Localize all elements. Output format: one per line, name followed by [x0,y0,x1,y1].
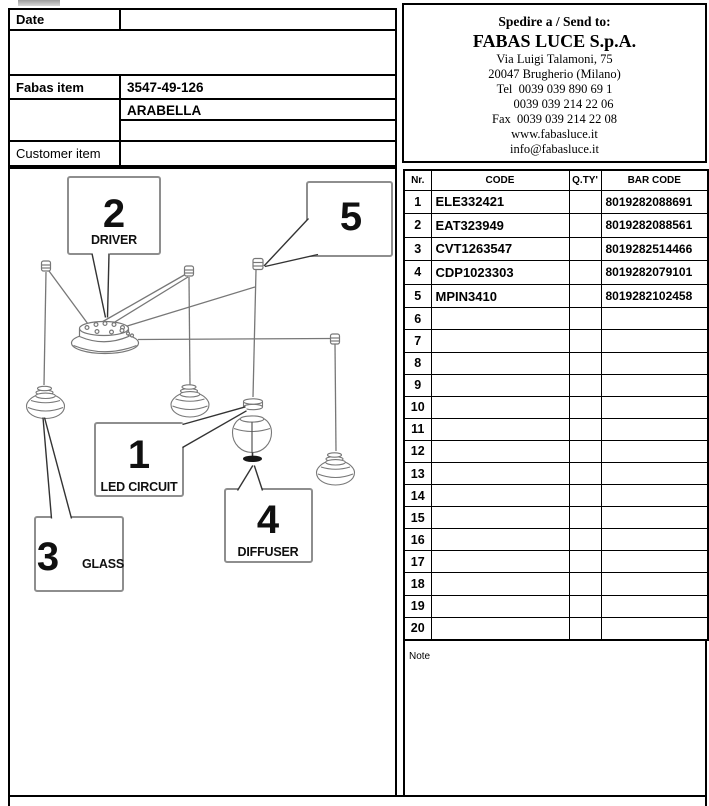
cell-code [431,617,569,640]
cell-code [431,330,569,352]
table-row [404,485,708,507]
callout-driver-label: DRIVER [90,233,138,247]
cell-barcode [601,440,708,462]
phone-line-2: 0039 039 214 22 06 [513,97,614,111]
cell-barcode [601,308,708,330]
send-to-heading: Spedire a / Send to: [498,14,611,29]
cell-barcode [601,551,708,573]
cell-barcode [601,352,708,374]
cell-nr: 6 [404,308,431,330]
cell-qty [569,352,601,374]
cell-qty [569,308,601,330]
cell-barcode [601,595,708,617]
form-divider [8,140,397,142]
form-divider [120,119,397,121]
pendant-lamp-diagram [8,167,397,797]
cell-qty [569,214,601,238]
cell-code: CVT1263547 [431,237,569,261]
table-row [404,462,708,484]
table-row [404,507,708,529]
form-divider [8,98,397,100]
table-row [404,308,708,330]
cell-qty [569,374,601,396]
table-row [404,330,708,352]
company-name: FABAS LUCE S.p.A. [472,31,637,51]
cell-code: ELE332421 [431,190,569,214]
cell-nr: 3 [404,237,431,261]
cell-code: CDP1023303 [431,261,569,285]
callout-diffuser-label: DIFFUSER [237,545,299,559]
callout-driver-number: 2 [102,192,126,236]
customer-item-label: Customer item [16,146,101,161]
cell-code [431,308,569,330]
cell-barcode: 8019282079101 [601,261,708,285]
header-barcode: BAR CODE [601,170,708,190]
pendant-b-glass [171,385,209,417]
cell-nr: 18 [404,573,431,595]
footer-strip [8,795,707,806]
cell-qty [569,330,601,352]
callout-glass-number: 3 [36,535,60,579]
cell-code [431,485,569,507]
table-row [404,595,708,617]
cell-nr: 7 [404,330,431,352]
table-row [404,551,708,573]
fabas-item-code: 3547-49-126 [127,80,204,95]
header-nr: Nr. [404,170,431,190]
cell-qty [569,261,601,285]
cell-barcode: 8019282088691 [601,190,708,214]
cell-nr: 11 [404,418,431,440]
address-street: Via Luigi Talamoni, 75 [496,52,613,66]
parts-table [403,169,709,641]
cell-nr: 15 [404,507,431,529]
cell-qty [569,418,601,440]
cell-nr: 13 [404,462,431,484]
cell-nr: 12 [404,440,431,462]
ceiling-hook-4 [331,334,340,344]
table-row [404,418,708,440]
cell-code [431,529,569,551]
table-row [404,374,708,396]
cell-code [431,573,569,595]
cell-qty [569,396,601,418]
address-city: 20047 Brugherio (Milano) [488,67,621,81]
fabas-item-name: ARABELLA [127,103,202,118]
cell-nr: 9 [404,374,431,396]
cell-barcode [601,374,708,396]
cell-qty [569,529,601,551]
cell-nr: 14 [404,485,431,507]
table-row [404,617,708,640]
cell-barcode [601,573,708,595]
website: www.fabasluce.it [511,127,598,141]
table-row [404,284,708,308]
fax-line: Fax 0039 039 214 22 08 [492,112,617,126]
cell-nr: 2 [404,214,431,238]
cell-qty [569,190,601,214]
header-code: CODE [431,170,569,190]
callout-led-circuit-number: 1 [127,433,151,477]
cell-nr: 20 [404,617,431,640]
cell-barcode [601,330,708,352]
table-row [404,261,708,285]
cell-code [431,418,569,440]
cell-code [431,462,569,484]
phone-line-1: Tel 0039 039 890 69 1 [496,82,613,96]
cell-qty [569,462,601,484]
cell-nr: 16 [404,529,431,551]
form-divider [8,74,397,76]
table-row [404,396,708,418]
callout-glass-label: GLASS [81,557,125,571]
cell-nr: 1 [404,190,431,214]
cell-qty [569,595,601,617]
cell-qty [569,284,601,308]
diffuser-disc [244,456,262,461]
table-row [404,573,708,595]
fabas-item-label: Fabas item [16,80,84,95]
cell-qty [569,485,601,507]
table-row [404,440,708,462]
cell-nr: 4 [404,261,431,285]
cell-code [431,595,569,617]
cell-qty [569,440,601,462]
cell-nr: 10 [404,396,431,418]
cell-qty [569,551,601,573]
cell-code [431,440,569,462]
cell-barcode [601,529,708,551]
cell-barcode [601,462,708,484]
callout-diffuser-number: 4 [256,498,280,542]
send-to-address-box [402,3,707,163]
scan-artifact-tab [18,0,60,6]
email: info@fabasluce.it [510,142,599,156]
cell-barcode: 8019282088561 [601,214,708,238]
ceiling-hook-2 [185,266,194,276]
cell-barcode [601,507,708,529]
table-row [404,529,708,551]
note-label: Note [409,651,431,662]
cell-nr: 17 [404,551,431,573]
cell-code [431,352,569,374]
cell-qty [569,617,601,640]
cell-code [431,507,569,529]
cell-code [431,551,569,573]
form-divider [8,29,397,31]
cell-barcode [601,617,708,640]
cell-code [431,374,569,396]
note-box [403,639,707,797]
date-label: Date [16,12,45,27]
ceiling-hook-3 [253,259,263,270]
table-row [404,190,708,214]
pendant-a-glass [27,386,65,418]
cell-nr: 8 [404,352,431,374]
form-divider [119,74,121,167]
cell-code: EAT323949 [431,214,569,238]
header-qty: Q.TY' [569,170,601,190]
cell-barcode [601,396,708,418]
callout-hook-kit-number: 5 [339,195,363,239]
table-row [404,352,708,374]
led-circuit-puck [244,399,263,410]
table-row [404,214,708,238]
cell-barcode: 8019282514466 [601,237,708,261]
cell-barcode [601,418,708,440]
cell-nr: 19 [404,595,431,617]
cell-barcode: 8019282102458 [601,284,708,308]
cell-qty [569,237,601,261]
form-divider [119,8,121,31]
cell-code: MPIN3410 [431,284,569,308]
ceiling-hook-1 [42,261,51,271]
cell-barcode [601,485,708,507]
table-header-row [404,170,708,190]
cell-code [431,396,569,418]
pendant-d-glass [317,453,355,485]
parts-table-body [404,190,708,640]
callout-boxes [35,177,392,591]
cell-qty [569,573,601,595]
callout-led-circuit-label: LED CIRCUIT [100,480,178,494]
cell-qty [569,507,601,529]
table-row [404,237,708,261]
cell-nr: 5 [404,284,431,308]
